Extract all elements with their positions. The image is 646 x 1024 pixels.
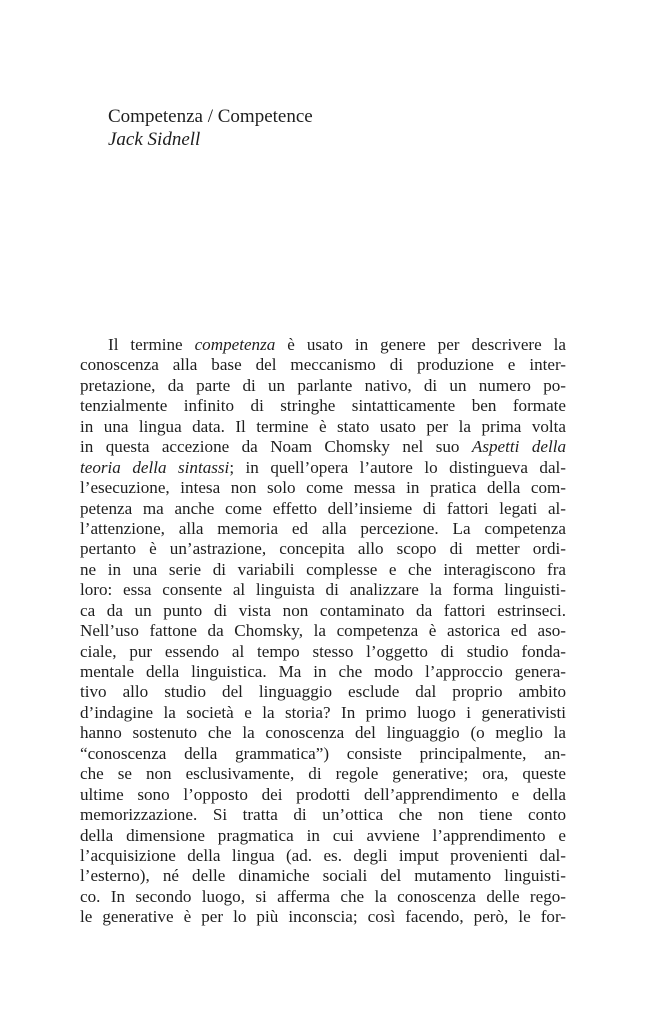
text-run: co. In secondo luogo, si afferma che la conoscenza delle rego- [80,886,566,906]
text-line [80,662,566,682]
text-line [80,682,566,702]
text-line [80,437,566,457]
text-run: Nell’uso fattone da Chomsky, la competenza è astorica ed aso- [80,621,566,641]
italic-text: teoria della sintassi [80,457,230,477]
text-line [80,478,566,498]
text-line [80,417,566,437]
text-line [80,907,566,927]
italic-text: Aspetti della [471,437,566,457]
text-run: che se non esclusivamente, di regole generative; ora, queste [80,764,566,784]
text-line [80,785,566,805]
text-run: pertanto è un’astrazione, concepita allo scopo di metter ordi- [80,539,566,559]
text-run: Il termine [108,335,195,354]
text-line [80,335,566,355]
text-line [80,764,566,784]
text-line [80,560,566,580]
text-line [80,723,566,743]
text-line [80,703,566,723]
text-line [80,355,566,375]
text-line [80,805,566,825]
text-run: hanno sostenuto che la conoscenza del linguaggio (o meglio la [80,723,566,743]
text-line [80,458,566,478]
text-run: tivo allo studio del linguaggio esclude dal proprio ambito [80,682,566,702]
text-run: memorizzazione. Si tratta di un’ottica che non tiene conto [80,805,566,825]
text-line [80,744,566,764]
chapter-header [108,105,313,151]
text-line [80,887,566,907]
text-run: tenzialmente infinito di stringhe sintatticamente ben formate [80,396,566,416]
text-run: ultime sono l’opposto dei prodotti dell’apprendimento e della [80,784,566,804]
italic-text: competenza [194,335,276,354]
text-run: petenza ma anche come effetto dell’insieme di fattori legati al- [80,498,566,518]
text-run: della dimensione pragmatica in cui avviene l’apprendimento e [80,825,566,845]
text-run: l’acquisizione della lingua (ad. es. degli imput provenienti dal- [80,845,566,865]
text-line [80,539,566,559]
text-run: ne in una serie di variabili complesse e che interagiscono fra [80,559,566,579]
chapter-author: Jack Sidnell [108,129,201,150]
text-run: le generative è per lo più inconscia; così facendo, però, le for- [80,907,566,927]
text-run: è usato in genere per descrivere la [275,335,566,354]
chapter-title: Competenza / Competence [108,106,313,127]
text-run: ciale, pur essendo al tempo stesso l’oggetto di studio fonda- [80,641,566,661]
text-line [80,621,566,641]
text-line [80,396,566,416]
text-line [80,601,566,621]
text-line [80,866,566,886]
text-line [80,846,566,866]
text-line [80,499,566,519]
text-run: conoscenza alla base del meccanismo di produzione e inter- [80,355,566,375]
text-run: d’indagine la società e la storia? In primo luogo i generativisti [80,702,566,722]
body-paragraph [80,335,566,928]
text-run: l’attenzione, alla memoria ed alla percezione. La competenza [80,518,566,538]
text-run: in questa accezione da Noam Chomsky nel suo [80,437,472,457]
text-run: pretazione, da parte di un parlante nativo, di un numero po- [80,375,566,395]
text-line [80,642,566,662]
text-run: in una lingua data. Il termine è stato usato per la prima volta [80,416,566,436]
text-line [80,376,566,396]
text-run: “conoscenza della grammatica”) consiste principalmente, an- [80,743,566,763]
text-line [80,580,566,600]
text-run: loro: essa consente al linguista di analizzare la forma linguisti- [80,580,566,600]
text-run: mentale della linguistica. Ma in che modo l’approccio genera- [80,662,566,681]
text-run: ; in quell’opera l’autore lo distingueva dal- [229,457,566,477]
text-run: l’esecuzione, intesa non solo come messa in pratica della com- [80,478,566,498]
text-run: ca da un punto di vista non contaminato da fattori estrinseci. [80,600,566,620]
text-line [80,519,566,539]
text-run: l’esterno), né delle dinamiche sociali del mutamento linguisti- [80,866,566,886]
text-line [80,826,566,846]
